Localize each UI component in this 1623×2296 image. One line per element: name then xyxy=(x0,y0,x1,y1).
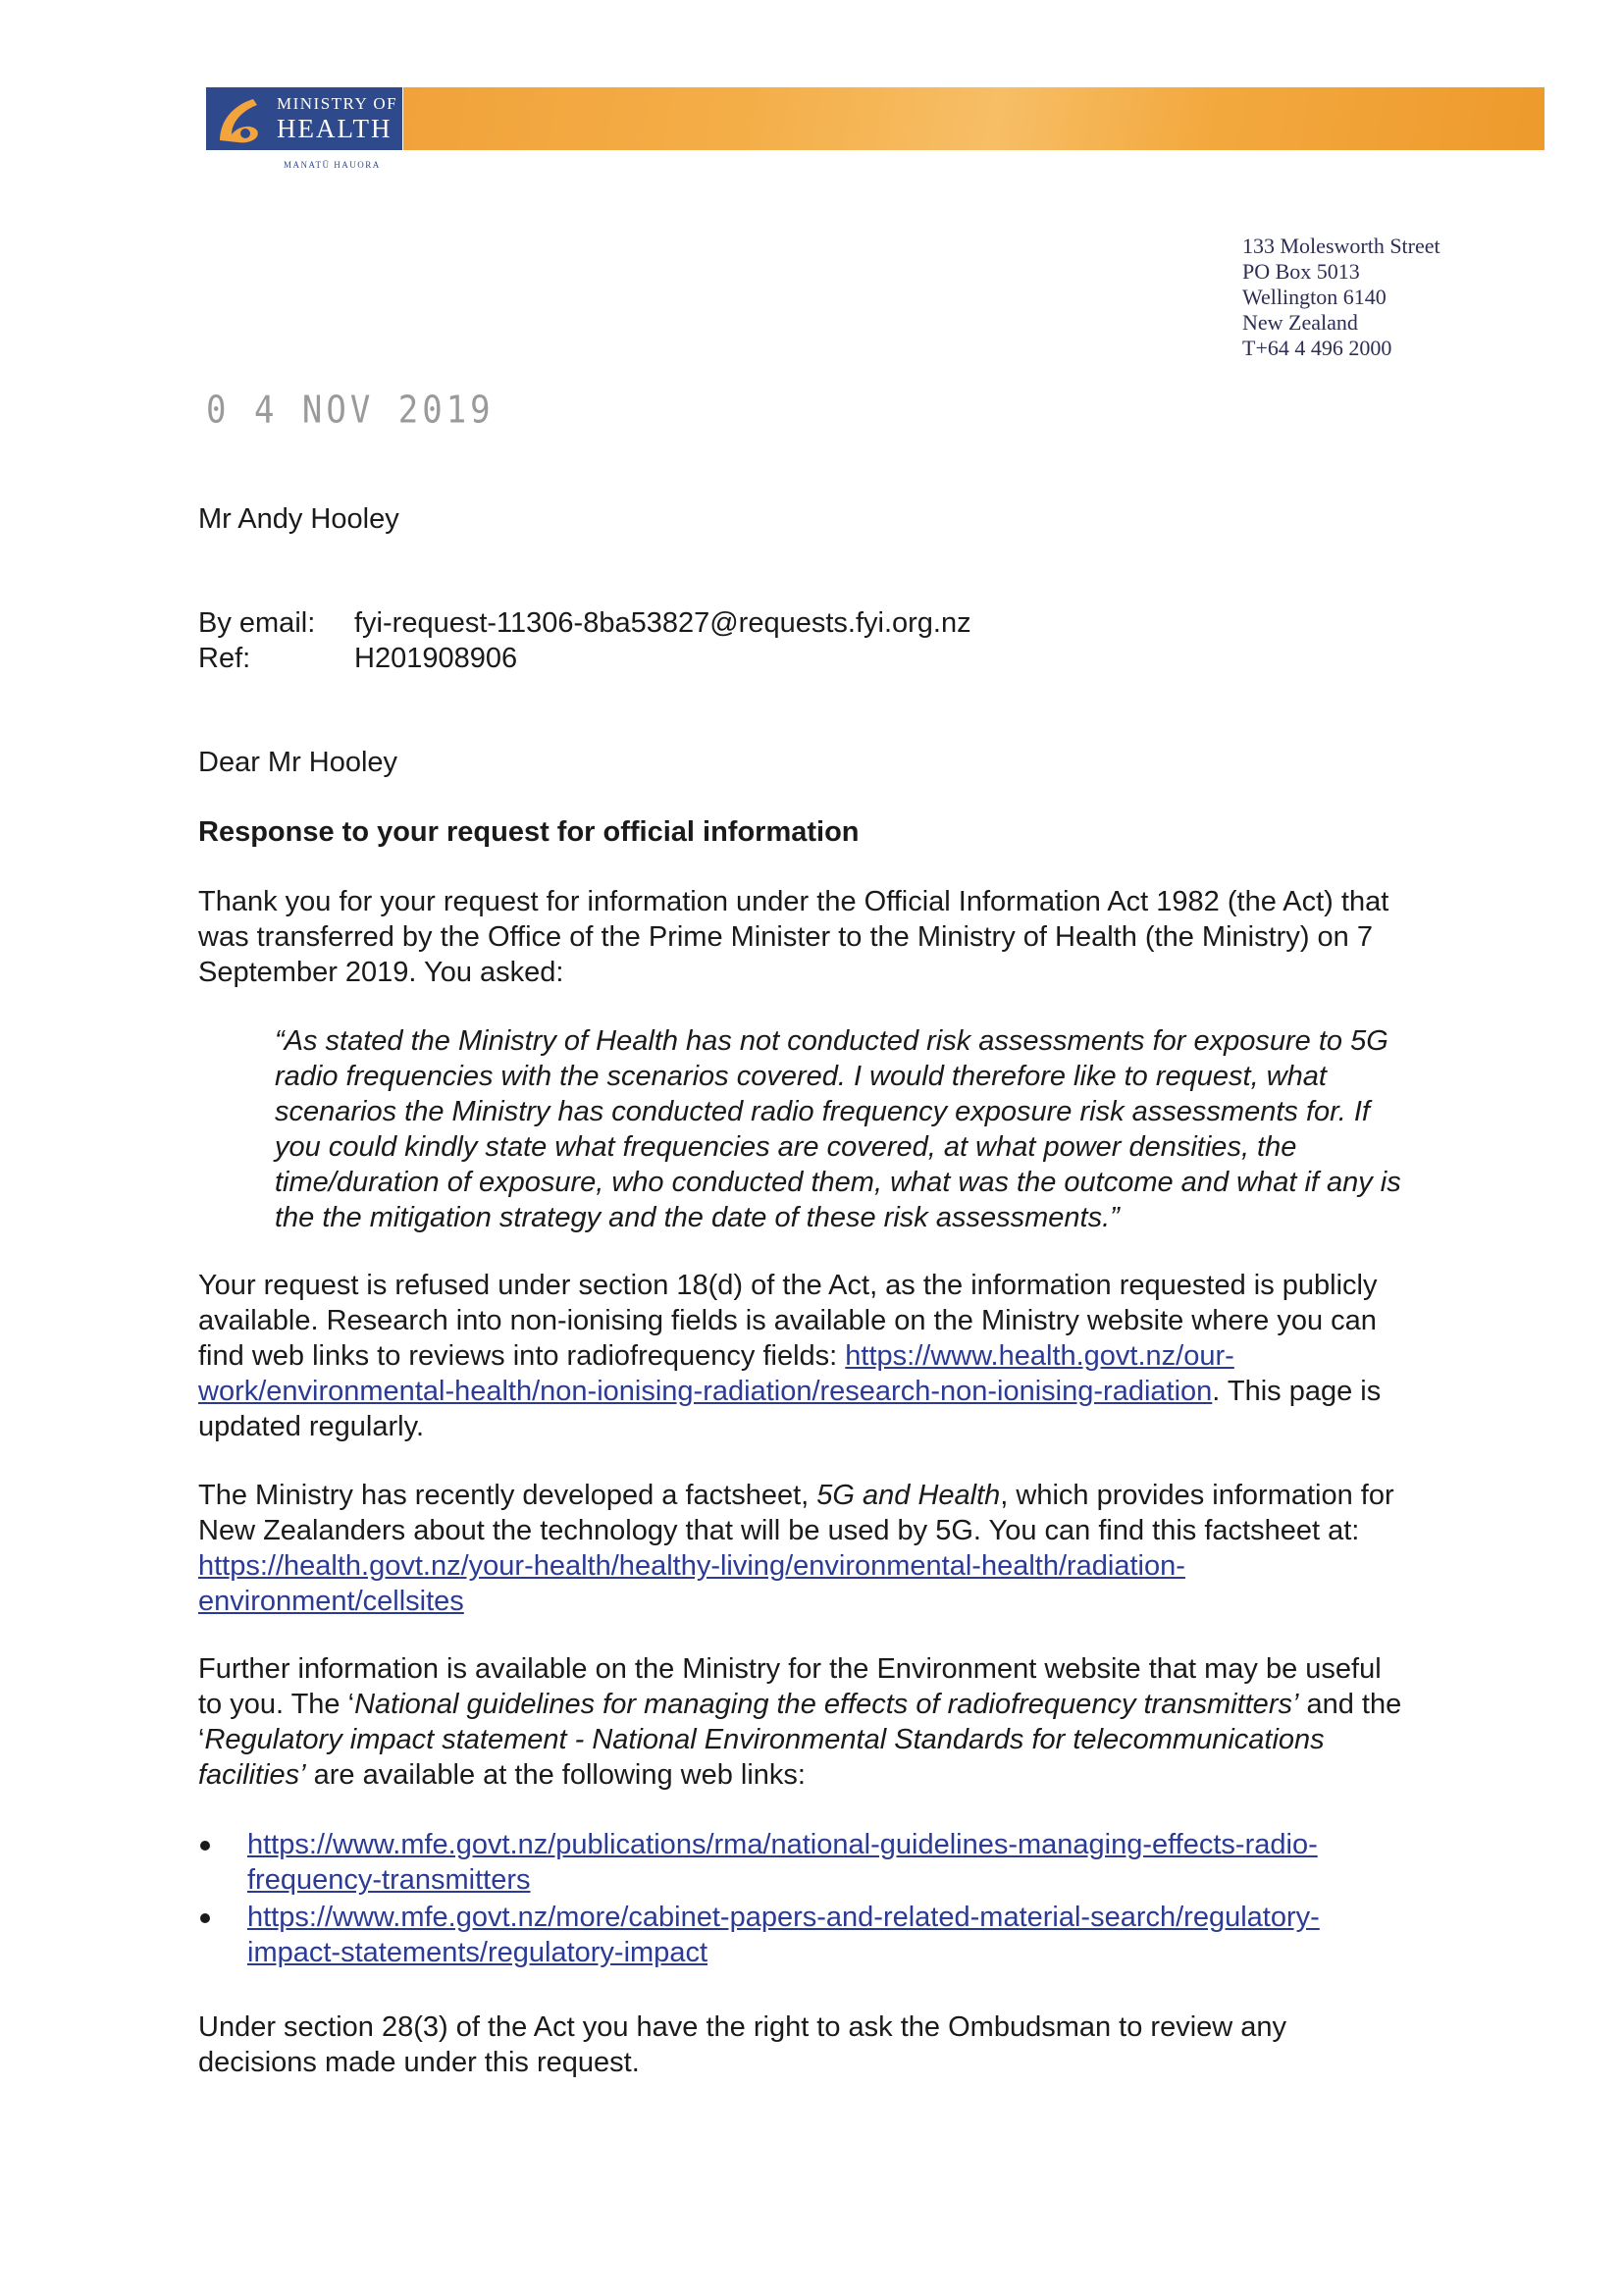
paragraph-line xyxy=(198,1374,1381,1409)
quote-line: “As stated the Ministry of Health has not conducted risk assessments for exposure to 5G xyxy=(275,1025,1388,1057)
logo-tagline: MANATŪ HAUORA xyxy=(284,160,381,170)
email-row xyxy=(198,605,971,641)
letter-meta xyxy=(198,605,971,676)
logo-text-ministry-of: MINISTRY OF xyxy=(277,94,398,113)
paragraph-line: Thank you for your request for information under the Official Information Act 1982 (the Act) that xyxy=(198,886,1389,917)
paragraph-text: and the xyxy=(1298,1689,1402,1720)
paragraph-line: New Zealanders about the technology that will be used by 5G. You can find this factsheet at: xyxy=(198,1515,1360,1546)
quote-line: radio frequencies with the scenarios covered. I would therefore like to request, what xyxy=(275,1061,1327,1092)
paragraph-refusal xyxy=(198,1268,1381,1444)
paragraph-line xyxy=(198,1722,1401,1757)
quote-line: the the mitigation strategy and the date of these risk assessments.” xyxy=(275,1202,1120,1233)
paragraph-line: Your request is refused under section 18(d) of the Act, as the information requested is publicly xyxy=(198,1270,1378,1301)
paragraph-line xyxy=(198,1584,1394,1619)
health-research-link[interactable]: https://www.health.govt.nz/our- xyxy=(845,1340,1234,1372)
paragraph-further-info xyxy=(198,1651,1401,1793)
mfe-guidelines-link[interactable]: https://www.mfe.govt.nz/publications/rma/national-guidelines-managing-effects-radio- xyxy=(247,1829,1318,1860)
paragraph-line: available. Research into non-ionising fields is available on the Ministry website where you can xyxy=(198,1305,1377,1336)
list-item xyxy=(198,1900,1320,1970)
paragraph-line xyxy=(198,1757,1401,1793)
ministry-logo-mark-icon xyxy=(214,91,267,146)
quote-line: scenarios the Ministry has conducted radio frequency exposure risk assessments for. If xyxy=(275,1096,1370,1127)
logo-text-health: HEALTH xyxy=(277,114,393,143)
paragraph-text: find web links to reviews into radiofrequency fields: xyxy=(198,1340,846,1372)
letter-subject: Response to your request for official information xyxy=(198,816,860,848)
address-po-box: PO Box 5013 xyxy=(1242,259,1360,284)
paragraph-line: Further information is available on the Ministry for the Environment website that may be useful xyxy=(198,1653,1382,1685)
recipient-name: Mr Andy Hooley xyxy=(198,503,399,535)
impact-statement-title-cont: facilities’ xyxy=(198,1759,306,1791)
mfe-links-list xyxy=(198,1827,1320,1972)
salutation: Dear Mr Hooley xyxy=(198,747,398,778)
request-quote xyxy=(275,1023,1401,1235)
paragraph-line: Under section 28(3) of the Act you have the right to ask the Ombudsman to review any xyxy=(198,2011,1287,2043)
factsheet-title: 5G and Health xyxy=(816,1480,1001,1511)
bullet-icon xyxy=(200,1913,210,1923)
quote-line: time/duration of exposure, who conducted them, what was the outcome and what if any is xyxy=(275,1167,1401,1198)
health-research-link-cont[interactable]: work/environmental-health/non-ionising-radiation/research-non-ionising-radiation xyxy=(198,1376,1213,1407)
paragraph-text: to you. The ‘ xyxy=(198,1689,355,1720)
paragraph-line xyxy=(198,1338,1381,1374)
ref-row xyxy=(198,641,971,676)
paragraph-text: , which provides information for xyxy=(1000,1480,1394,1511)
paragraph-line xyxy=(198,1478,1394,1513)
paragraph-request-received xyxy=(198,884,1388,990)
mfe-impact-link-cont[interactable]: impact-statements/regulatory-impact xyxy=(247,1937,707,1968)
address-street: 133 Molesworth Street xyxy=(1242,234,1440,258)
paragraph-text: . This page is xyxy=(1212,1376,1382,1407)
factsheet-link[interactable]: https://health.govt.nz/your-health/healthy-living/environmental-health/radiation- xyxy=(198,1550,1185,1582)
ref-value: H201908906 xyxy=(354,643,518,674)
paragraph-text: The Ministry has recently developed a factsheet, xyxy=(198,1480,817,1511)
paragraph-line xyxy=(198,1687,1401,1722)
paragraph-line: decisions made under this request. xyxy=(198,2047,640,2078)
email-value: fyi-request-11306-8ba53827@requests.fyi.org.nz xyxy=(354,607,971,639)
paragraph-factsheet xyxy=(198,1478,1394,1619)
paragraph-line: updated regularly. xyxy=(198,1411,425,1442)
date-stamp: 0 4 NOV 2019 xyxy=(206,389,495,433)
guidelines-title: National guidelines for managing the effects of radiofrequency transmitters’ xyxy=(354,1689,1299,1720)
email-label: By email: xyxy=(198,607,316,639)
address-phone: T+64 4 496 2000 xyxy=(1242,336,1392,360)
paragraph-line: was transferred by the Office of the Prime Minister to the Ministry of Health (the Ministry) on 7 xyxy=(198,921,1373,953)
mfe-impact-link[interactable]: https://www.mfe.govt.nz/more/cabinet-papers-and-related-material-search/regulatory- xyxy=(247,1902,1320,1933)
paragraph-line xyxy=(198,1548,1394,1584)
bullet-icon xyxy=(200,1841,210,1851)
quote-line: you could kindly state what frequencies are covered, at what power densities, the xyxy=(275,1131,1297,1163)
paragraph-ombudsman xyxy=(198,2009,1286,2080)
paragraph-text: ‘ xyxy=(198,1724,205,1755)
factsheet-link-cont[interactable]: environment/cellsites xyxy=(198,1586,464,1617)
address-city: Wellington 6140 xyxy=(1242,285,1387,309)
sender-address xyxy=(1242,234,1440,361)
ref-label: Ref: xyxy=(198,643,251,674)
impact-statement-title: Regulatory impact statement - National Environmental Standards for telecommunications xyxy=(204,1724,1325,1755)
list-item xyxy=(198,1827,1320,1898)
paragraph-text: are available at the following web links: xyxy=(305,1759,806,1791)
address-country: New Zealand xyxy=(1242,310,1358,335)
header-banner xyxy=(403,87,1544,150)
mfe-guidelines-link-cont[interactable]: frequency-transmitters xyxy=(247,1864,531,1896)
paragraph-line: September 2019. You asked: xyxy=(198,957,564,988)
